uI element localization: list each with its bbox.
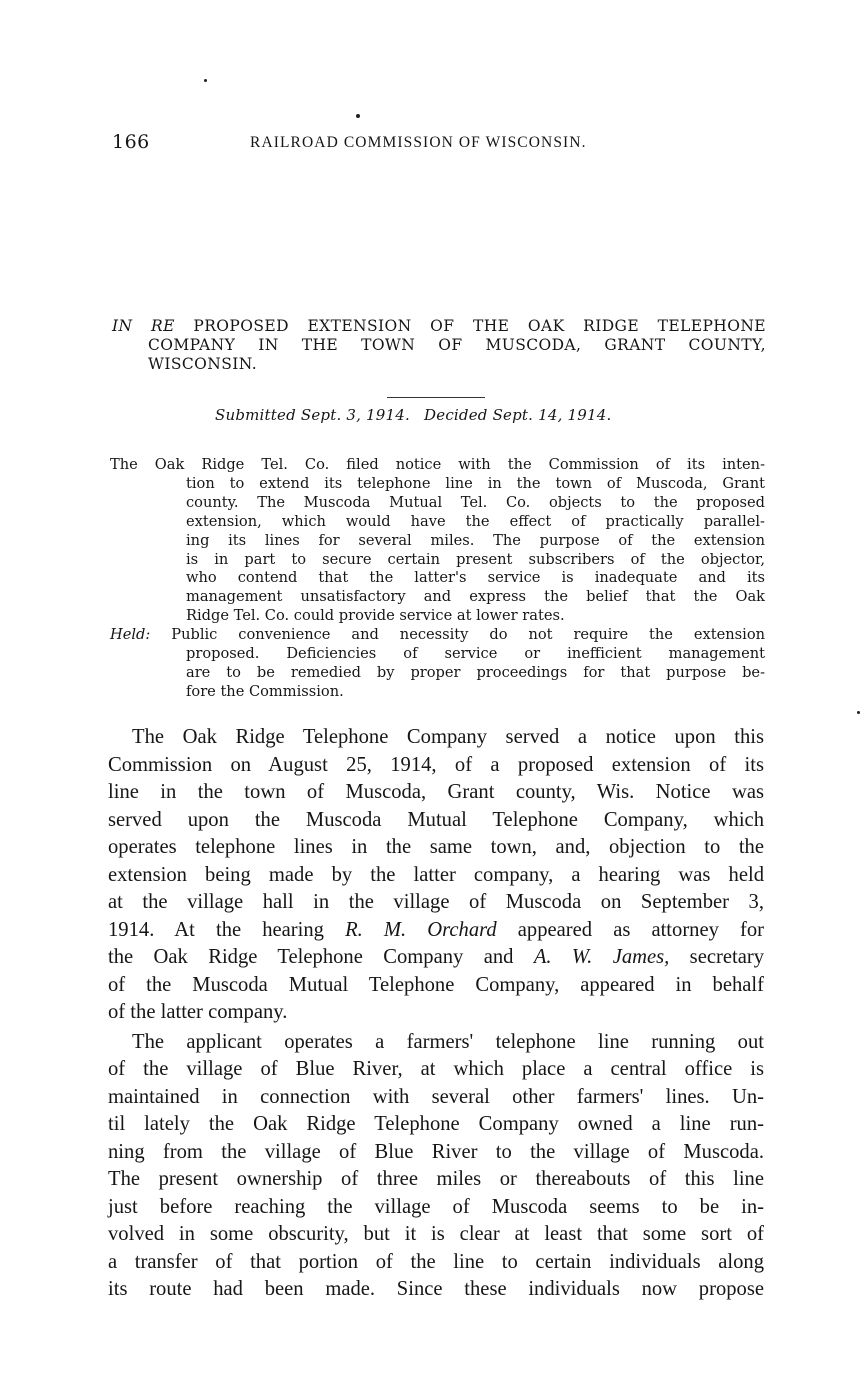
syllabus-line: is in part to secure certain present subscribers of the objector,: [186, 550, 765, 568]
decided-date: Decided Sept. 14, 1914.: [424, 406, 612, 424]
print-speck: [857, 711, 860, 714]
holding-line: [110, 626, 765, 645]
holding-text: Public convenience and necessity do not require the extension: [171, 626, 766, 644]
attorney-name: R. M. Orchard: [345, 918, 497, 941]
body-line: operates telephone lines in the same town, and, objection to the: [108, 836, 764, 858]
case-title-text: PROPOSED EXTENSION OF THE OAK RIDGE TELEPHONE: [193, 317, 767, 335]
body-line: just before reaching the village of Muscoda seems to be in-: [108, 1195, 764, 1218]
page-header: [112, 131, 652, 155]
body-text-segment: 1914. At the hearing: [108, 918, 346, 941]
holding-line: proposed. Deficiencies of service or inefficient management: [186, 645, 765, 663]
running-head: RAILROAD COMMISSION OF WISCONSIN.: [250, 134, 587, 151]
in-re-label: IN RE: [112, 317, 175, 335]
syllabus-line: county. The Muscoda Mutual Tel. Co. objects to the proposed: [186, 493, 765, 511]
body-text-segment: appeared as attorney for: [496, 918, 765, 941]
body-line: [108, 917, 764, 945]
body-line: volved in some obscurity, but it is clear at least that some sort of: [108, 1223, 764, 1245]
case-title: [112, 317, 766, 374]
title-divider: [387, 397, 485, 398]
body-line: served upon the Muscoda Mutual Telephone Company, which: [108, 808, 764, 831]
holding-line: fore the Commission.: [186, 682, 344, 700]
body-line: extension being made by the latter company, a hearing was held: [108, 863, 764, 886]
syllabus-line: The Oak Ridge Tel. Co. filed notice with the Commission of its inten-: [110, 456, 765, 473]
print-speck: [204, 79, 207, 82]
syllabus-line: tion to extend its telephone line in the town of Muscoda, Grant: [186, 474, 765, 492]
body-line: line in the town of Muscoda, Grant county, Wis. Notice was: [108, 781, 764, 803]
body-line: Commission on August 25, 1914, of a proposed extension of its: [108, 753, 764, 776]
held-label: Held:: [110, 626, 151, 644]
case-title-line: WISCONSIN.: [148, 355, 258, 373]
case-title-line: [112, 317, 766, 336]
page-number: 166: [112, 131, 150, 153]
syllabus-line: extension, which would have the effect of practically parallel-: [186, 512, 765, 530]
body-text-segment: the Oak Ridge Telephone Company and: [108, 946, 534, 968]
body-line: a transfer of that portion of the line to certain individuals along: [108, 1250, 764, 1273]
body-line: The Oak Ridge Telephone Company served a notice upon this: [132, 726, 764, 748]
body-line: of the village of Blue River, at which place a central office is: [108, 1058, 764, 1080]
case-title-line: COMPANY IN THE TOWN OF MUSCODA, GRANT COUNTY,: [148, 336, 766, 354]
syllabus: [110, 456, 765, 702]
body-line: til lately the Oak Ridge Telephone Company owned a line run-: [108, 1113, 764, 1135]
holding-line: are to be remedied by proper proceedings for that purpose be-: [186, 663, 765, 681]
case-dates: [215, 406, 611, 424]
submitted-date: Submitted Sept. 3, 1914.: [215, 406, 411, 424]
body-text-segment: secretary: [669, 946, 764, 968]
body-line: maintained in connection with several other farmers' lines. Un-: [108, 1085, 764, 1108]
secretary-name: A. W. James,: [533, 946, 670, 968]
syllabus-line: Ridge Tel. Co. could provide service at lower rates.: [186, 607, 565, 625]
body-line: The present ownership of three miles or thereabouts of this line: [108, 1168, 764, 1190]
syllabus-line: management unsatisfactory and express the belief that the Oak: [186, 588, 765, 606]
body-line: The applicant operates a farmers' telephone line running out: [132, 1030, 764, 1053]
syllabus-line: who contend that the latter's service is inadequate and its: [186, 569, 765, 587]
opinion-body: [108, 724, 764, 1304]
body-line: of the latter company.: [108, 1001, 288, 1023]
syllabus-line: ing its lines for several miles. The purpose of the extension: [186, 531, 765, 549]
body-line: ning from the village of Blue River to the village of Muscoda.: [108, 1140, 764, 1163]
body-line: at the village hall in the village of Muscoda on September 3,: [108, 891, 764, 913]
body-line: of the Muscoda Mutual Telephone Company, appeared in behalf: [108, 973, 764, 996]
body-line: its route had been made. Since these individuals now propose: [108, 1278, 764, 1300]
print-speck: [356, 114, 360, 118]
body-line: [108, 944, 764, 972]
